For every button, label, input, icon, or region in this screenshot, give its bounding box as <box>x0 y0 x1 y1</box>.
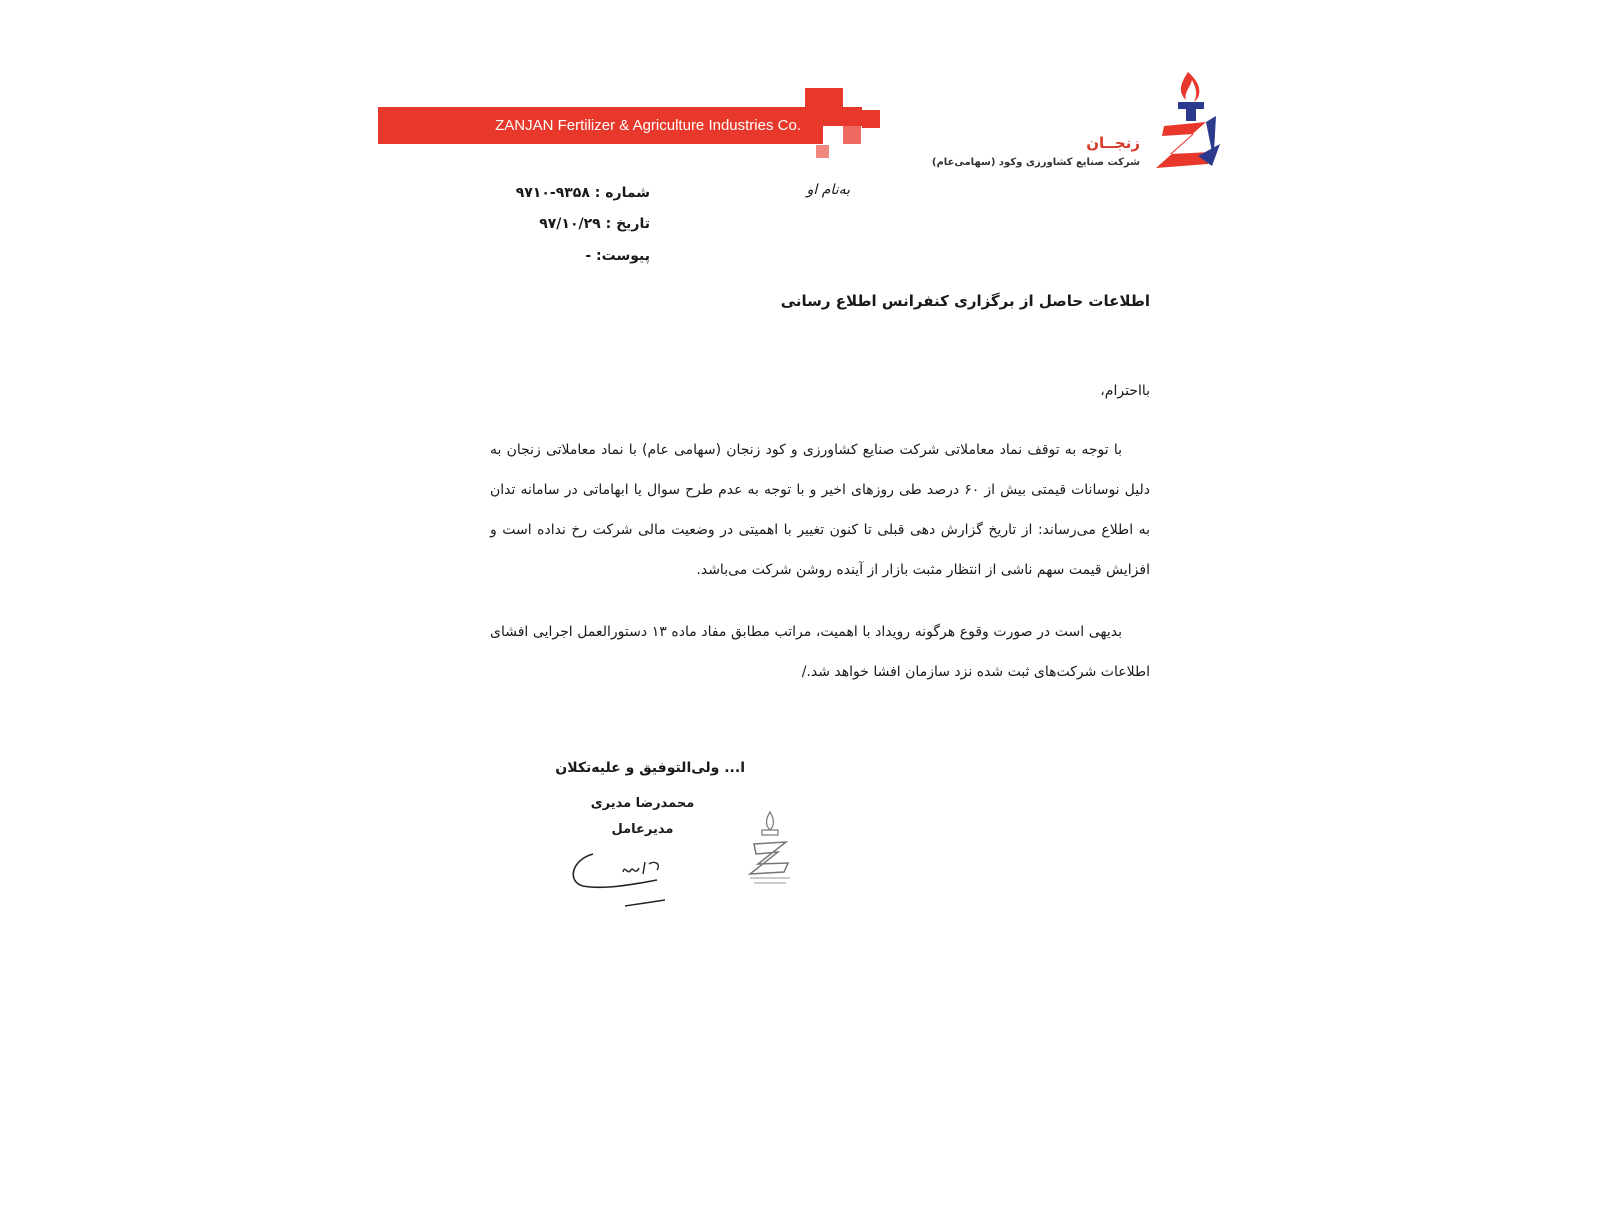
letter-date: تاریخ : ۹۷/۱۰/۲۹ <box>539 216 650 232</box>
letter-attachment: پیوست: - <box>585 248 650 264</box>
company-stamp-icon <box>740 808 800 888</box>
letter-number: شماره : ۹۳۵۸-۹۷۱۰ <box>515 185 650 201</box>
header-banner <box>378 107 823 144</box>
salutation: بااحترام، <box>1100 383 1150 399</box>
zanjan-logo-icon <box>1150 70 1225 175</box>
body-paragraph-2: بدیهی است در صورت وقوع هرگونه رویداد با اهمیت، مراتب مطابق مفاد ماده ۱۳ دستورالعمل اجرایی افشای اطلاعات شرکت‌های ثبت شده نزد سازمان افشا خواهد شد./ <box>490 624 1150 680</box>
letter-subject: اطلاعات حاصل از برگزاری کنفرانس اطلاع رسانی <box>780 292 1150 310</box>
banner-square <box>843 107 862 126</box>
logo-name: زنجــان <box>1086 134 1140 152</box>
closing-phrase: ا... ولی‌التوفیق و علیه‌تکلان <box>555 760 745 776</box>
banner-company-name: ZANJAN Fertilizer & Agriculture Industries Co. <box>495 117 801 134</box>
body-paragraph-1: با توجه به توقف نماد معاملاتی شرکت صنایع کشاورزی و کود زنجان (سهامی عام) با نماد معاملاتی زنجان به دلیل نوسانات قیمتی بیش از ۶۰ درصد طی روزهای اخیر و با توجه به عدم طرح سوال یا ابهاماتی در سامانه تدان به اطلاع می‌رساند: از تاریخ گزارش دهی قبلی تا کنون تغییر با اهمیتی در وضعیت مالی شرکت رخ نداده است و افزایش قیمت سهم ناشی از انتظار مثبت بازار از آینده روشن شرکت می‌باشد. <box>490 442 1150 578</box>
signer-title: مدیرعامل <box>611 822 674 837</box>
banner-square <box>816 145 829 158</box>
signature-icon <box>565 840 685 910</box>
bename-heading: به‌نام او <box>806 182 850 198</box>
banner-square <box>805 88 843 126</box>
signer-name: محمدرضا مدیری <box>590 796 695 811</box>
banner-square <box>843 126 861 144</box>
banner-square <box>862 110 880 128</box>
logo-subtitle: شرکت صنایع کشاورزی وکود (سهامی‌عام) <box>931 157 1140 168</box>
